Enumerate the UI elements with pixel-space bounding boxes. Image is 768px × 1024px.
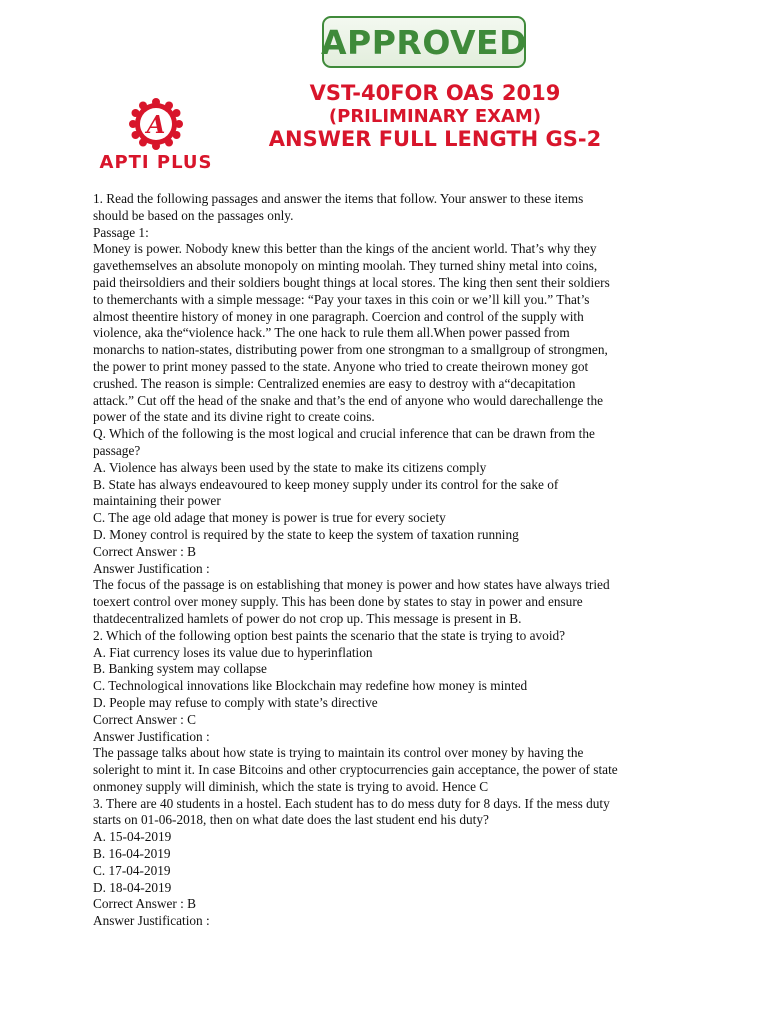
text-line: starts on 01-06-2018, then on what date does the last student end his duty? <box>93 812 489 828</box>
logo-emblem-icon <box>116 96 196 156</box>
text-line: C. 17-04-2019 <box>93 862 171 878</box>
text-line: 2. Which of the following option best paints the scenario that the state is trying to avoid? <box>93 627 566 643</box>
text-line: D. Money control is required by the state to keep the system of taxation running <box>93 526 519 542</box>
text-line: maintaining their power <box>93 493 221 509</box>
text-line: D. People may refuse to comply with state’s directive <box>93 694 378 710</box>
text-line: the power to print money passed to the state. Anyone who tried to create theirown money got <box>93 358 589 374</box>
text-line: gavethemselves an absolute monopoly on minting moolah. They turned shiny metal into coins, <box>93 258 598 274</box>
text-line: A. 15-04-2019 <box>93 829 172 845</box>
text-line: Correct Answer : B <box>93 543 197 559</box>
text-line: thatdecentralized hamlets of power do not crop up. This message is present in B. <box>93 610 522 626</box>
text-line: 1. Read the following passages and answer the items that follow. Your answer to these items <box>93 191 584 206</box>
text-line: Answer Justification : <box>93 728 210 744</box>
approved-stamp-text: APPROVED <box>321 22 527 62</box>
text-line: B. 16-04-2019 <box>93 846 171 862</box>
text-line: toexert control over money supply. This has been done by states to stay in power and ensure <box>93 594 583 610</box>
text-line: Answer Justification : <box>93 913 210 929</box>
apti-plus-logo <box>94 96 218 180</box>
text-line: power of the state and its divine right to create coins. <box>93 409 375 425</box>
text-line: Money is power. Nobody knew this better than the kings of the ancient world. That’s why they <box>93 241 597 257</box>
logo-brand-text: APTI PLUS <box>99 152 213 173</box>
text-line: Q. Which of the following is the most logical and crucial inference that can be drawn from the <box>93 426 595 442</box>
text-line: paid theirsoldiers and their soldiers bought things at local stores. The king then sent their soldiers <box>93 274 610 290</box>
title-line-3: ANSWER FULL LENGTH GS-2 <box>268 127 602 151</box>
document-title <box>250 82 620 151</box>
text-line: Correct Answer : B <box>93 896 197 912</box>
text-line: B. State has always endeavoured to keep money supply under its control for the sake of <box>93 476 559 492</box>
text-line: Passage 1: <box>93 224 149 240</box>
text-line: A. Violence has always been used by the state to make its citizens comply <box>93 459 487 475</box>
text-line: B. Banking system may collapse <box>93 661 267 677</box>
text-line: almost theentire history of money in one paragraph. Coercion and control of the supply with <box>93 308 584 324</box>
text-line: C. Technological innovations like Blockchain may redefine how money is minted <box>93 678 528 694</box>
svg-text:A: A <box>146 110 166 139</box>
text-line: to themerchants with a simple message: “Pay your taxes in this coin or we’ll kill you.” That’s <box>93 291 590 307</box>
text-line: 3. There are 40 students in a hostel. Each student has to do mess duty for 8 days. If the mess duty <box>93 795 610 811</box>
text-line: soleright to mint it. In case Bitcoins and other cryptocurrencies gain acceptance, the power of state <box>93 762 618 778</box>
text-line: attack.” Cut off the head of the snake and that’s the end of anyone who would darechallenge the <box>93 392 604 408</box>
approved-stamp <box>322 16 526 68</box>
text-line: D. 18-04-2019 <box>93 879 172 895</box>
text-line: Correct Answer : C <box>93 711 197 727</box>
text-line: Answer Justification : <box>93 560 210 576</box>
title-line-1: VST-40FOR OAS 2019 <box>309 81 561 105</box>
text-line: onmoney supply will diminish, which the state is trying to avoid. Hence C <box>93 778 489 794</box>
text-line: monarchs to nation-states, distributing power from one strongman to a smallgroup of strongmen, <box>93 342 608 358</box>
document-body <box>93 191 693 930</box>
text-line: The focus of the passage is on establishing that money is power and how states have always tried <box>93 577 610 593</box>
text-line: A. Fiat currency loses its value due to hyperinflation <box>93 644 373 660</box>
text-line: should be based on the passages only. <box>93 207 294 223</box>
text-line: C. The age old adage that money is power is true for every society <box>93 510 446 526</box>
text-line: violence, aka the“violence hack.” The one hack to rule them all.When power passed from <box>93 325 570 341</box>
title-line-2: (PRILIMINARY EXAM) <box>328 106 542 127</box>
text-line: crushed. The reason is simple: Centralized enemies are easy to destroy with a“decapitation <box>93 375 576 391</box>
text-line: The passage talks about how state is trying to maintain its control over money by having the <box>93 745 584 761</box>
text-line: passage? <box>93 442 141 458</box>
